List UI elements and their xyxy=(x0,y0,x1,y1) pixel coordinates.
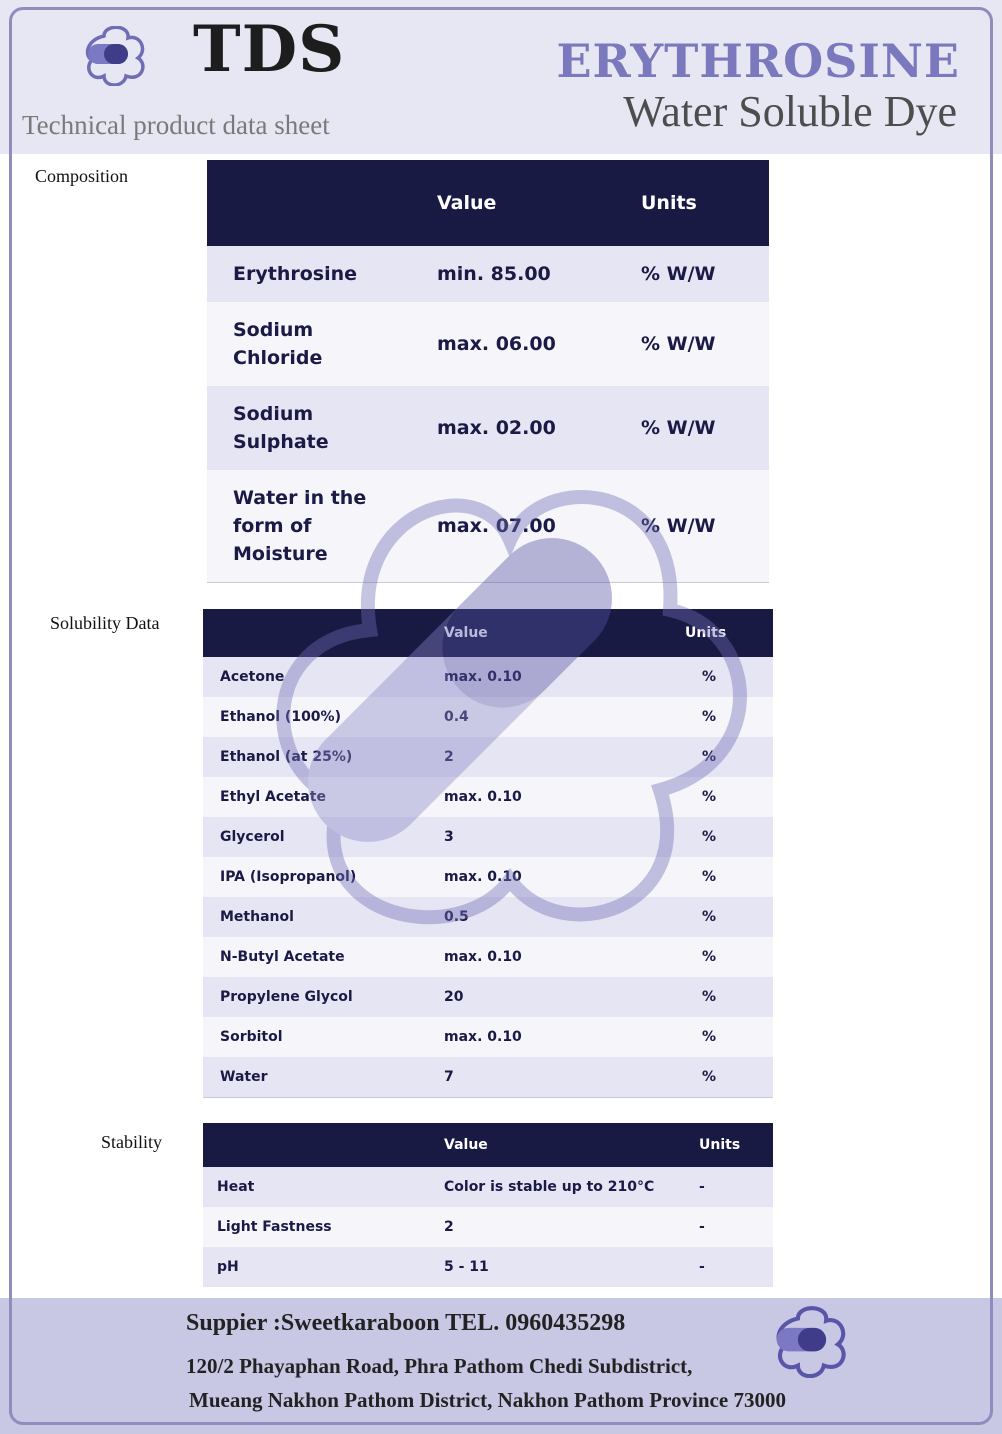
row-name: Water in the form of Moisture xyxy=(207,470,437,583)
row-value: min. 85.00 xyxy=(437,246,641,302)
row-value: 20 xyxy=(444,977,685,1017)
document-title: TDS xyxy=(193,12,346,87)
table-row xyxy=(203,1057,773,1098)
supplier-line xyxy=(186,1310,625,1337)
row-unit: - xyxy=(685,1247,773,1287)
row-value: max. 0.10 xyxy=(444,1017,685,1057)
row-value: Color is stable up to 210°C xyxy=(444,1167,685,1207)
table-row xyxy=(203,897,773,937)
row-unit: % xyxy=(685,977,773,1017)
row-unit: % xyxy=(685,737,773,777)
row-unit: % xyxy=(685,777,773,817)
table-row xyxy=(207,386,769,470)
brand-logo-icon xyxy=(82,26,150,86)
row-unit: % xyxy=(685,697,773,737)
row-unit: % xyxy=(685,1017,773,1057)
row-name: Sodium Sulphate xyxy=(207,386,437,470)
row-unit: % W/W xyxy=(641,386,769,470)
table-row xyxy=(207,246,769,302)
row-name: IPA (Isopropanol) xyxy=(203,857,444,897)
header-cell xyxy=(203,609,444,657)
supplier-name: Suppier :Sweetkaraboon xyxy=(186,1310,440,1336)
row-unit: % xyxy=(685,857,773,897)
table-row xyxy=(203,857,773,897)
row-unit: % W/W xyxy=(641,470,769,583)
row-value: 3 xyxy=(444,817,685,857)
row-name: Ethyl Acetate xyxy=(203,777,444,817)
row-unit: - xyxy=(685,1207,773,1247)
row-value: max. 0.10 xyxy=(444,777,685,817)
row-name: Water xyxy=(203,1057,444,1098)
stability-label: Stability xyxy=(101,1132,163,1152)
supplier-tel: TEL. 0960435298 xyxy=(445,1310,626,1336)
table-row xyxy=(203,737,773,777)
table-row xyxy=(203,777,773,817)
row-value: 0.4 xyxy=(444,697,685,737)
row-name: Ethanol (at 25%) xyxy=(203,737,444,777)
composition-label: Composition xyxy=(35,166,129,186)
header-cell xyxy=(207,160,437,246)
row-unit: % xyxy=(685,1057,773,1098)
row-unit: % xyxy=(685,897,773,937)
row-name: N-Butyl Acetate xyxy=(203,937,444,977)
table-header-row xyxy=(207,160,769,246)
product-name: ERYTHROSINE xyxy=(556,34,960,88)
row-unit: % xyxy=(685,937,773,977)
row-value: 2 xyxy=(444,1207,685,1247)
table-row xyxy=(203,1167,773,1207)
table-row xyxy=(203,817,773,857)
row-value: 2 xyxy=(444,737,685,777)
header-cell xyxy=(203,1123,444,1167)
solubility-label: Solubility Data xyxy=(50,613,160,633)
table-row xyxy=(203,977,773,1017)
row-unit: % W/W xyxy=(641,246,769,302)
table-row xyxy=(203,1247,773,1287)
table-row xyxy=(203,937,773,977)
row-value: max. 0.10 xyxy=(444,857,685,897)
address-line-2: Mueang Nakhon Pathom District, Nakhon Pathom Province 73000 xyxy=(189,1388,786,1412)
row-name: Sorbitol xyxy=(203,1017,444,1057)
address-line-1: 120/2 Phayaphan Road, Phra Pathom Chedi Subdistrict, xyxy=(186,1354,693,1378)
table-row xyxy=(203,1017,773,1057)
row-value: max. 0.10 xyxy=(444,657,685,697)
header-cell-units: Units xyxy=(685,609,773,657)
row-name: Propylene Glycol xyxy=(203,977,444,1017)
row-name: Glycerol xyxy=(203,817,444,857)
document-subtitle: Technical product data sheet xyxy=(22,110,330,140)
table-row xyxy=(203,1207,773,1247)
header-cell-value: Value xyxy=(444,1123,685,1167)
table-header-row xyxy=(203,1123,773,1167)
row-value: max. 0.10 xyxy=(444,937,685,977)
row-name: Light Fastness xyxy=(203,1207,444,1247)
table-row xyxy=(203,657,773,697)
row-value: max. 07.00 xyxy=(437,470,641,583)
row-name: Methanol xyxy=(203,897,444,937)
row-unit: % W/W xyxy=(641,302,769,386)
row-value: max. 06.00 xyxy=(437,302,641,386)
header-cell-units: Units xyxy=(685,1123,773,1167)
row-value: 0.5 xyxy=(444,897,685,937)
row-unit: - xyxy=(685,1167,773,1207)
header-cell-value: Value xyxy=(437,160,641,246)
row-name: pH xyxy=(203,1247,444,1287)
table-row xyxy=(207,302,769,386)
solubility-table xyxy=(203,609,773,1098)
row-unit: % xyxy=(685,817,773,857)
product-type: Water Soluble Dye xyxy=(623,87,957,136)
row-name: Erythrosine xyxy=(207,246,437,302)
table-row xyxy=(203,697,773,737)
row-unit: % xyxy=(685,657,773,697)
row-name: Ethanol (100%) xyxy=(203,697,444,737)
row-name: Heat xyxy=(203,1167,444,1207)
header-cell-units: Units xyxy=(641,160,769,246)
footer-logo-icon xyxy=(772,1306,852,1378)
table-row xyxy=(207,470,769,583)
row-name: Sodium Chloride xyxy=(207,302,437,386)
row-value: max. 02.00 xyxy=(437,386,641,470)
header-cell-value: Value xyxy=(444,609,685,657)
row-value: 7 xyxy=(444,1057,685,1098)
row-name: Acetone xyxy=(203,657,444,697)
table-header-row xyxy=(203,609,773,657)
row-value: 5 - 11 xyxy=(444,1247,685,1287)
stability-table xyxy=(203,1123,773,1287)
composition-table xyxy=(207,160,769,583)
